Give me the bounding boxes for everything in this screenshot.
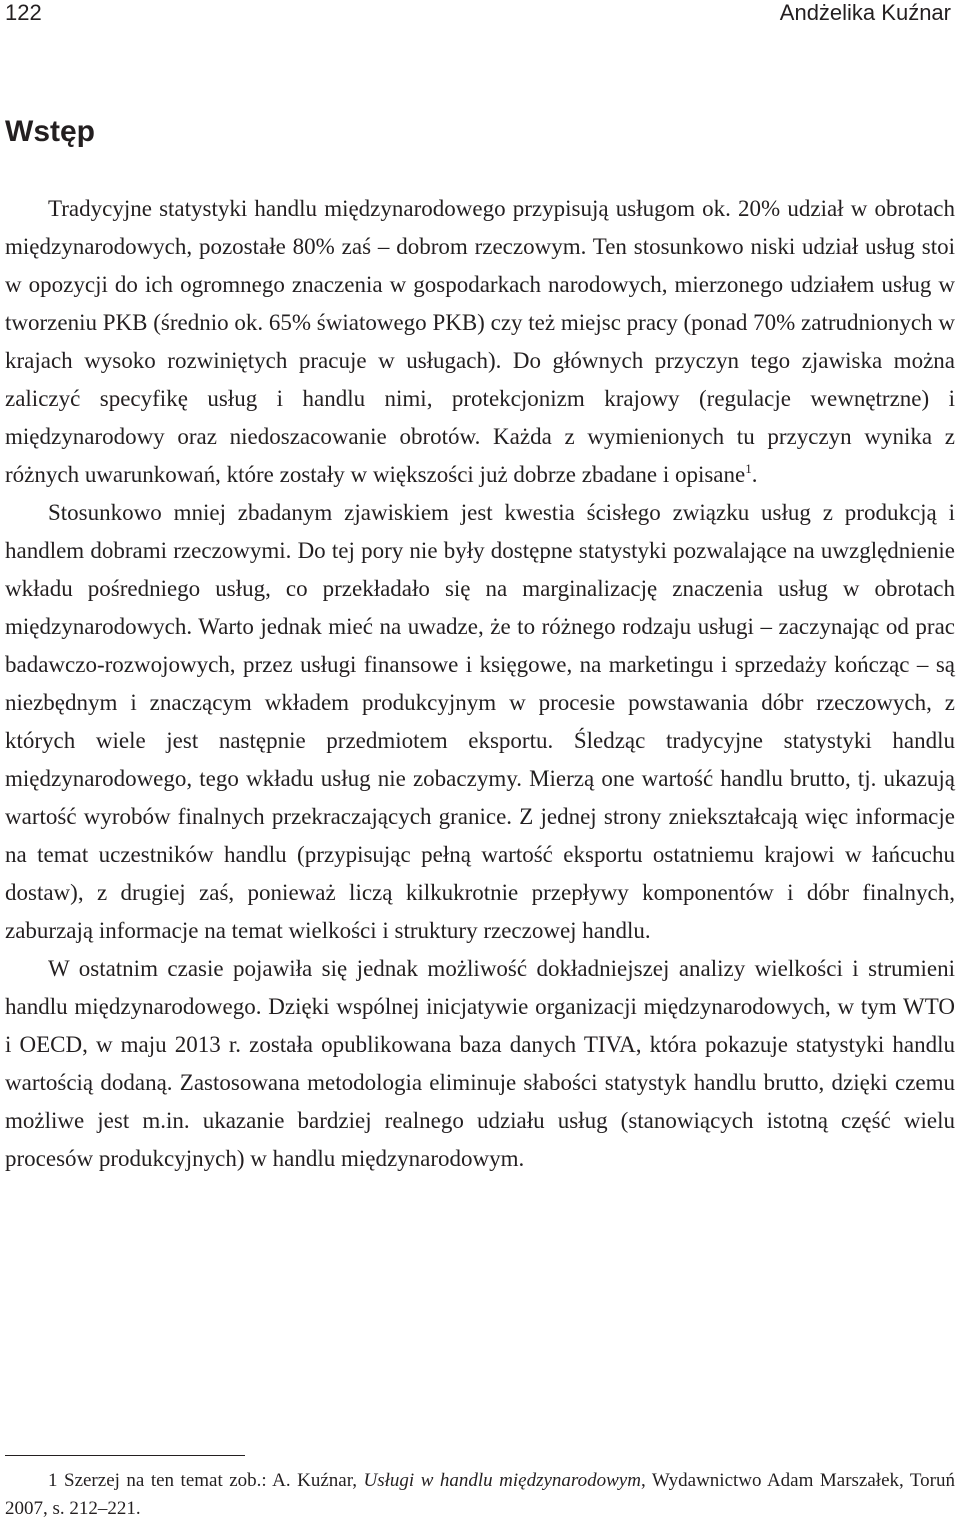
footnote-text-end: , Wydawnictwo Adam Marszałek, Toruń 2007, s. 212–221. <box>5 1470 956 1519</box>
footnote-cited-title: Usługi w handlu międzynarodowym <box>363 1470 641 1491</box>
running-head <box>5 0 955 26</box>
footnote-reference[interactable]: 1 <box>745 461 752 476</box>
running-head-author: Andżelika Kuźnar <box>779 0 951 25</box>
footnote-text-start: Szerzej na ten temat zob.: A. Kuźnar, <box>64 1470 364 1491</box>
paragraph-1-end: . <box>751 462 758 487</box>
paragraph-1-text: Tradycyjne statystyki handlu międzynarodowego przypisują usługom ok. 20% udział w obrotach międzynarodowych, pozostałe 80% zaś – dobrom rzeczowym. Ten stosunkowo niski udział usług stoi w opozycji do ich ogromnego znaczenia w gospodarkach narodowych, mierzonego udziałem usług w tworzeniu PKB (średnio ok. 65% światowego PKB) czy też miejsc pracy (ponad 70% zatrudnionych w krajach wysoko rozwiniętych pracuje w usługach). Do głównych przyczyn tego zjawiska można zaliczyć specyfikę usług i handlu nimi, protekcjonizm krajowy (regulacje wewnętrzne) i międzynarodowy oraz niedoszacowanie obrotów. Każda z wymienionych tu przyczyn wynika z różnych uwarunkowań, które zostały w większości już dobrze zbadane i opisane <box>5 196 955 487</box>
paragraph-1 <box>5 190 955 494</box>
footnote-separator <box>5 1455 245 1456</box>
footnote-mark: 1 <box>48 1470 58 1491</box>
paragraph-2: Stosunkowo mniej zbadanym zjawiskiem jest kwestia ścisłego związku usług z produkcją i handlem dobrami rzeczowymi. Do tej pory nie były dostępne statystyki pozwalające na uwzględnienie wkładu pośredniego usług, co przekładało się na marginalizację znaczenia usług w obrotach międzynarodowych. Warto jednak mieć na uwadze, że to różnego rodzaju usługi – zaczynając od prac badawczo-rozwojowych, przez usługi finansowe i księgowe, na marketingu i sprzedaży kończąc – są niezbędnym i znaczącym wkładem produkcyjnym w procesie powstawania dóbr rzeczowych, z których wiele jest następnie przedmiotem eksportu. Śledząc tradycyjne statystyki handlu międzynarodowego, tego wkładu usług nie zobaczymy. Mierzą one wartość handlu brutto, tj. ukazują wartość wyrobów finalnych przekraczających granice. Z jednej strony zniekształcają więc informacje na temat uczestników handlu (przypisując pełną wartość eksportu ostatniemu krajowi w łańcuchu dostaw), z drugiej zaś, ponieważ liczą kilkukrotnie przepływy komponentów i dóbr finalnych, zaburzają informacje na temat wielkości i struktury rzeczowej handlu. <box>5 500 955 943</box>
footnote <box>5 1467 955 1523</box>
paragraph-3: W ostatnim czasie pojawiła się jednak możliwość dokładniejszej analizy wielkości i strumieni handlu międzynarodowego. Dzięki wspólnej inicjatywie organizacji międzynarodowych, w tym WTO i OECD, w maju 2013 r. została opublikowana baza danych TIVA, która pokazuje statystyki handlu wartością dodaną. Zastosowana metodologia eliminuje słabości statystyk handlu brutto, dzięki czemu możliwe jest m.in. ukazanie bardziej realnego udziału usług (stanowiących istotną część wielu procesów produkcyjnych) w handlu międzynarodowym. <box>5 956 955 1171</box>
page-number: 122 <box>5 0 42 25</box>
body-text <box>5 190 955 1178</box>
document-page <box>5 0 955 1522</box>
section-title: Wstęp <box>5 115 95 148</box>
